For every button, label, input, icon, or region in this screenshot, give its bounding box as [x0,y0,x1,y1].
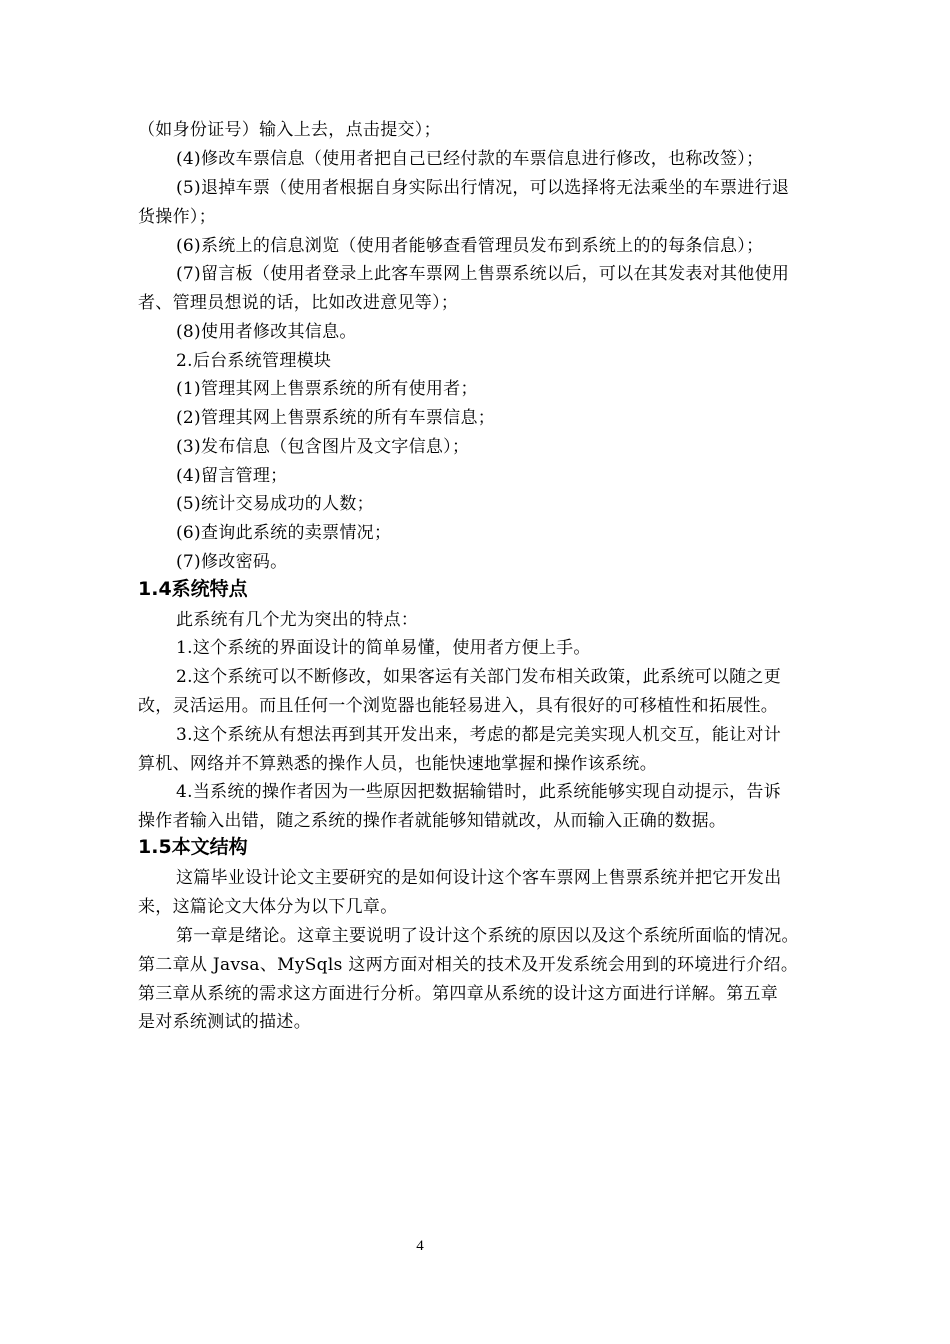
paragraph-line: 操作者输入出错，随之系统的操作者就能够知错就改，从而输入正确的数据。 [138,811,727,831]
paragraph-line: 是对系统测试的描述。 [138,1012,311,1032]
list-item: (1)管理其网上售票系统的所有使用者； [176,379,478,399]
list-item: (7)留言板（使用者登录上此客车票网上售票系统以后，可以在其发表对其他使用 [176,264,790,284]
list-item: 1.这个系统的界面设计的简单易懂，使用者方便上手。 [176,638,591,658]
list-item: (6)系统上的信息浏览（使用者能够查看管理员发布到系统上的的每条信息）； [176,236,764,256]
paragraph-line: 第二章从 Javsa、MySqls 这两方面对相关的技术及开发系统会用到的环境进行介绍。 [138,955,799,975]
list-item: (8)使用者修改其信息。 [176,322,357,342]
paragraph-line: 这篇毕业设计论文主要研究的是如何设计这个客车票网上售票系统并把它开发出 [176,868,782,888]
list-item: 3.这个系统从有想法再到其开发出来，考虑的都是完美实现人机交互，能让对计 [176,725,782,745]
page-number: 4 [416,1238,424,1254]
paragraph-line: 者、管理员想说的话，比如改进意见等）； [138,293,459,313]
list-item: 2.这个系统可以不断修改，如果客运有关部门发布相关政策，此系统可以随之更 [176,667,782,687]
list-item: (5)统计交易成功的人数； [176,494,374,514]
list-item: 4.当系统的操作者因为一些原因把数据输错时，此系统能够实现自动提示，告诉 [176,782,782,802]
paragraph-line: （如身份证号）输入上去，点击提交）； [138,120,441,140]
paragraph-line: 第三章从系统的需求这方面进行分析。第四章从系统的设计这方面进行详解。第五章 [138,984,779,1004]
list-item: (6)查询此系统的卖票情况； [176,523,392,543]
list-item: (5)退掉车票（使用者根据自身实际出行情况，可以选择将无法乘坐的车票进行退 [176,178,790,198]
list-item: (3)发布信息（包含图片及文字信息）； [176,437,470,457]
list-item: 2.后台系统管理模块 [176,351,332,371]
paragraph-line: 此系统有几个尤为突出的特点： [176,610,419,630]
section-heading: 1.4系统特点 [138,578,248,600]
paragraph-line: 第一章是绪论。这章主要说明了设计这个系统的原因以及这个系统所面临的情况。 [176,926,799,946]
section-heading: 1.5本文结构 [138,836,248,858]
list-item: (4)留言管理； [176,466,288,486]
list-item: (2)管理其网上售票系统的所有车票信息； [176,408,496,428]
paragraph-line: 来，这篇论文大体分为以下几章。 [138,897,398,917]
paragraph-line: 货操作）； [138,207,216,227]
list-item: (4)修改车票信息（使用者把自己已经付款的车票信息进行修改，也称改签）； [176,149,764,169]
list-item: (7)修改密码。 [176,552,288,572]
paragraph-line: 改，灵活运用。而且任何一个浏览器也能轻易进入，具有很好的可移植性和拓展性。 [138,696,779,716]
paragraph-line: 算机、网络并不算熟悉的操作人员，也能快速地掌握和操作该系统。 [138,754,657,774]
